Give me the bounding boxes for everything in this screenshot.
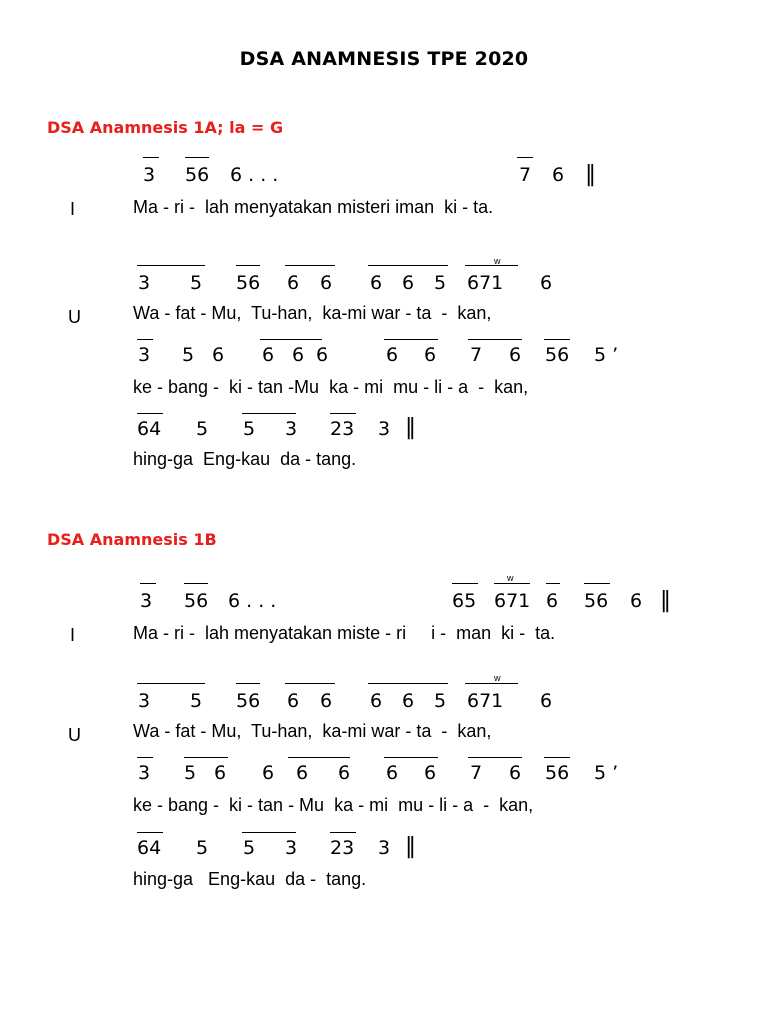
- note: 6: [292, 344, 305, 366]
- note: 56: [584, 590, 609, 612]
- note: 3: [143, 164, 156, 186]
- note: 56: [545, 344, 570, 366]
- beam: [465, 683, 518, 684]
- role-label: I: [70, 199, 76, 219]
- note: 5 ’: [594, 344, 619, 366]
- beam: [288, 757, 350, 758]
- note: 23: [330, 418, 355, 440]
- beam: [452, 583, 478, 584]
- lyric-line: ke - bang - ki - tan -Mu ka - mi mu - li - a - kan,: [133, 377, 529, 397]
- beam: [236, 683, 260, 684]
- note: 7: [470, 344, 483, 366]
- note: 3: [138, 690, 151, 712]
- note: 6: [402, 272, 415, 294]
- note: 5: [196, 418, 209, 440]
- note: 671: [467, 272, 504, 294]
- note: 3: [138, 272, 151, 294]
- beam: [330, 413, 356, 414]
- beam: [368, 265, 448, 266]
- beam: [242, 832, 296, 833]
- document-title: DSA ANAMNESIS TPE 2020: [239, 48, 529, 70]
- beam: [544, 757, 570, 758]
- beam: [330, 832, 356, 833]
- note: 3: [138, 344, 151, 366]
- note: 6: [262, 762, 275, 784]
- note: 6: [287, 272, 300, 294]
- role-label: U: [68, 725, 81, 745]
- beam: [546, 583, 560, 584]
- beam: [384, 339, 438, 340]
- section-heading-1a: DSA Anamnesis 1A; la = G: [47, 118, 284, 137]
- note: 5: [182, 344, 195, 366]
- note: 6: [386, 344, 399, 366]
- beam: [368, 683, 448, 684]
- beam: [468, 757, 522, 758]
- lyric-line: Ma - ri - lah menyatakan miste - ri i - man ki - ta.: [133, 623, 556, 643]
- beam: [185, 157, 209, 158]
- beam: [236, 265, 260, 266]
- note: 6 . . .: [230, 164, 279, 186]
- note: 5 ’: [594, 762, 619, 784]
- note: 6: [320, 272, 333, 294]
- note: 6: [386, 762, 399, 784]
- note: 5: [434, 272, 447, 294]
- note: 6: [320, 690, 333, 712]
- note: 65: [452, 590, 477, 612]
- beam: [137, 339, 153, 340]
- note: 64: [137, 418, 162, 440]
- note: 6: [402, 690, 415, 712]
- note: 6: [262, 344, 275, 366]
- lyric-line: Wa - fat - Mu, Tu-han, ka-mi war - ta - kan,: [133, 721, 492, 741]
- note: 5: [190, 690, 203, 712]
- note: 3: [285, 418, 298, 440]
- ornament-mark: w: [507, 573, 514, 583]
- beam: [137, 832, 163, 833]
- beam: [384, 757, 438, 758]
- note: 6: [424, 762, 437, 784]
- lyric-line: hing-ga Eng-kau da - tang.: [133, 869, 367, 889]
- note: 6: [316, 344, 329, 366]
- lyric-line: hing-ga Eng-kau da - tang.: [133, 449, 357, 469]
- note: 6: [296, 762, 309, 784]
- note: 6: [509, 344, 522, 366]
- note: 3: [378, 418, 391, 440]
- note: 7: [470, 762, 483, 784]
- beam: [285, 683, 335, 684]
- note: 56: [236, 272, 261, 294]
- double-barline: ‖: [405, 415, 416, 440]
- note: 3: [140, 590, 153, 612]
- double-barline: ‖: [405, 834, 416, 859]
- beam: [137, 265, 205, 266]
- beam: [242, 413, 296, 414]
- note: 5: [243, 418, 256, 440]
- note: 5: [434, 690, 447, 712]
- note: 6: [370, 690, 383, 712]
- lyric-line: Ma - ri - lah menyatakan misteri iman ki - ta.: [133, 197, 494, 217]
- ornament-mark: w: [494, 256, 501, 266]
- note: 5: [243, 837, 256, 859]
- note: 6: [540, 272, 553, 294]
- note: 3: [138, 762, 151, 784]
- note: 56: [545, 762, 570, 784]
- beam: [260, 339, 322, 340]
- ornament-mark: w: [494, 673, 501, 683]
- note: 56: [184, 590, 209, 612]
- beam: [285, 265, 335, 266]
- beam: [143, 157, 159, 158]
- role-label: U: [68, 307, 81, 327]
- note: 671: [467, 690, 504, 712]
- note: 6: [540, 690, 553, 712]
- beam: [137, 413, 163, 414]
- note: 3: [285, 837, 298, 859]
- note: 6: [338, 762, 351, 784]
- beam: [184, 757, 228, 758]
- note: 23: [330, 837, 355, 859]
- note: 6: [509, 762, 522, 784]
- beam: [584, 583, 610, 584]
- note: 6: [212, 344, 225, 366]
- double-barline: ‖: [660, 588, 671, 613]
- beam: [184, 583, 208, 584]
- note: 5: [196, 837, 209, 859]
- beam: [465, 265, 518, 266]
- note: 6: [287, 690, 300, 712]
- note: 64: [137, 837, 162, 859]
- beam: [468, 339, 522, 340]
- note: 6: [424, 344, 437, 366]
- beam: [494, 583, 530, 584]
- lyric-line: ke - bang - ki - tan - Mu ka - mi mu - li - a - kan,: [133, 795, 534, 815]
- note: 6 . . .: [228, 590, 277, 612]
- note: 3: [378, 837, 391, 859]
- beam: [544, 339, 570, 340]
- beam: [137, 683, 205, 684]
- note: 56: [236, 690, 261, 712]
- beam: [140, 583, 156, 584]
- double-barline: ‖: [585, 162, 596, 187]
- note: 5: [190, 272, 203, 294]
- note: 6: [630, 590, 643, 612]
- note: 671: [494, 590, 531, 612]
- note: 6: [552, 164, 565, 186]
- note: 56: [185, 164, 210, 186]
- note: 6: [370, 272, 383, 294]
- section-heading-1b: DSA Anamnesis 1B: [47, 530, 217, 549]
- role-label: I: [70, 625, 76, 645]
- note: 7: [519, 164, 532, 186]
- beam: [517, 157, 533, 158]
- beam: [137, 757, 153, 758]
- note: 6: [546, 590, 559, 612]
- lyric-line: Wa - fat - Mu, Tu-han, ka-mi war - ta - kan,: [133, 303, 492, 323]
- note: 5: [184, 762, 197, 784]
- note: 6: [214, 762, 227, 784]
